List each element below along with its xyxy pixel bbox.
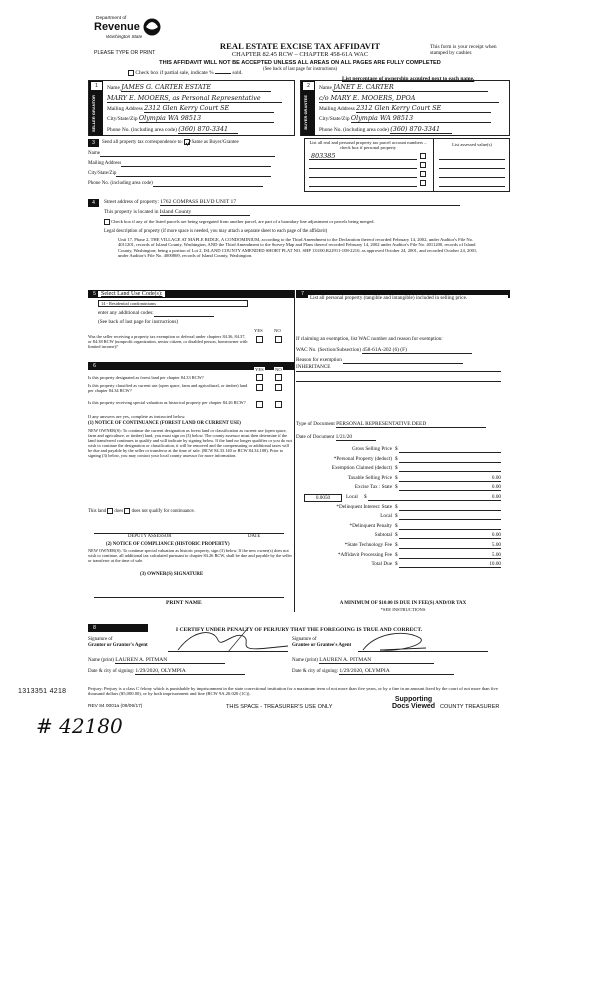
check-mark-icon (185, 140, 191, 146)
forest-no-checkbox[interactable] (275, 374, 282, 381)
see-back-note: (See back of last page for instructions) (262, 67, 338, 72)
yes-label-6: YES (255, 367, 264, 372)
corr-mailing-label: Mailing Address (88, 161, 122, 166)
reason-label: Reason for exemption (296, 357, 342, 363)
tax-row-label: *Delinquent Penalty (349, 522, 392, 529)
exemption-question: Was the seller receiving a property tax exemption or deferral under chapters 84.36, 84.37, or 84.38 RCW (nonprofit organization, senior citizen, or disabled person, homeowner with limited income)? (88, 334, 248, 349)
partial-sale-row (128, 70, 243, 76)
county[interactable]: Island County (160, 209, 250, 216)
deputy-date-label: DATE (248, 534, 261, 539)
buyer-side-label: BUYER GRANTEE (303, 95, 308, 130)
currency-symbol: $ (395, 503, 398, 510)
if-yes-note: If any answers are yes, complete as instructed below. (88, 414, 186, 419)
personal-property-checkbox-4[interactable] (420, 180, 426, 186)
parcel-table (304, 138, 510, 192)
corr-name[interactable] (100, 151, 275, 157)
buyer-mailing[interactable]: 2312 Glen Kerry Court SE (356, 104, 491, 113)
tax-row (296, 561, 510, 570)
tax-row-value[interactable] (399, 465, 501, 472)
legal-description[interactable]: Unit 17, Phase 2, THE VILLAGE AT MAPLE RIDGE, A CONDOMINIUM, according to the Third Amendment to the Declaration thereof recorded February 14, 2002, under Auditor's File No. 4011201, records of Island County, Washington, AND the Third Amendment to the Survey Map and Plans thereof recorded February 14, 2002 under Auditor's File No. 4011200, records of Island County, Washington; being a portion of Lot 2, ISLAND COUNTY AMENDED SHORT PLAT NO. SHP 133/00.R22911-108-2210, as approved October 24, 2001, and recorded October 24, 2001, under Auditor's File No. 4000869, records of Island County, Washington. (118, 237, 478, 259)
corr-mailing[interactable] (121, 161, 271, 167)
doc-date[interactable]: 1/21/20 (336, 434, 376, 441)
seller-mailing-label: Mailing Address (107, 106, 143, 112)
personal-property-checkbox-2[interactable] (420, 162, 426, 168)
this-land-label: This land (88, 509, 106, 515)
current-use-no-checkbox[interactable] (275, 384, 282, 391)
notice-compliance-text: NEW OWNER(S): To continue special valuation as historic property, sign (3) below. If the new owner(s) does not wish to continue, all additional tax calculated pursuant to chapter 84.26 RCW, shall be due and payable by the seller or transferor at the time of sale. (88, 548, 292, 564)
current-use-yes-checkbox[interactable] (256, 384, 263, 391)
land-use-section (88, 290, 294, 362)
form-title: REAL ESTATE EXCISE TAX AFFIDAVIT (219, 41, 381, 51)
notice-continuance-title: (1) NOTICE OF CONTINUANCE (FOREST LAND OR CURRENT USE) (88, 421, 241, 426)
seller-name-label: Name (107, 85, 120, 91)
exemption-no-checkbox[interactable] (275, 336, 282, 343)
grantor-date-city[interactable]: 1/29/2020, OLYMPIA (135, 668, 245, 675)
corr-phone-label: Phone No. (including area code) (88, 181, 153, 186)
seller-city-label: City/State/Zip (107, 116, 138, 122)
tax-row-value[interactable]: 5.00 (399, 542, 501, 549)
tax-row (296, 446, 510, 455)
state-name: Washington State (106, 34, 143, 39)
exemption-yes-checkbox[interactable] (256, 336, 263, 343)
grantee-name[interactable]: LAUREN A. PITMAN (319, 657, 434, 664)
currency-symbol: $ (395, 522, 398, 529)
supporting-docs-stamp (392, 697, 435, 710)
assessed-header: List assessed value(s) (452, 142, 492, 147)
personal-property-checkbox-1[interactable] (420, 153, 426, 159)
tax-row (296, 523, 510, 532)
grantee-date-city[interactable]: 1/29/2020, OLYMPIA (339, 668, 454, 675)
tax-row-label: Taxable Selling Price (347, 474, 392, 481)
currency-symbol: $ (395, 474, 398, 481)
segregated-note: Check box if any of the listed parcels are being segregated from another parcel, are part of a boundary line adjustment or parcels being merged. (111, 219, 375, 225)
grantee-signature[interactable] (360, 630, 430, 656)
local-tax-value[interactable]: 0.00 (368, 494, 501, 501)
currency-symbol: $ (395, 484, 398, 491)
historic-no-checkbox[interactable] (275, 401, 282, 408)
currency-symbol: $ (395, 465, 398, 472)
seller-section (88, 80, 295, 136)
owner-signature-label: (3) OWNER(S) SIGNATURE (140, 572, 204, 577)
partial-sale-label: Check box if partial sale, indicate % (135, 70, 214, 77)
list-pct-note: List percentage of ownership acquired next to each name. (342, 76, 475, 82)
corr-city-label: City/State/Zip (88, 171, 117, 176)
tax-row (296, 456, 510, 465)
historic-yes-checkbox[interactable] (256, 401, 263, 408)
tax-row-value[interactable]: 0.00 (399, 484, 501, 491)
tax-row-label: Gross Selling Price (351, 446, 392, 452)
no-label-6: NO (275, 367, 282, 372)
tax-row-label: Subtotal (374, 532, 392, 539)
local-rate-input[interactable]: 0.0050 (304, 494, 342, 502)
send-label: Send all property tax correspondence to: (102, 140, 183, 146)
buyer-name1[interactable]: JANET E. CARTER (333, 83, 488, 92)
tax-row-value[interactable]: 10.00 (399, 561, 501, 568)
handwritten-number: # 42180 (36, 714, 123, 738)
currency-symbol: $ (364, 494, 367, 500)
currency-symbol: $ (395, 532, 398, 539)
buyer-section (300, 80, 510, 136)
correspondence-section (88, 138, 510, 194)
corr-city[interactable] (116, 171, 271, 177)
section-number-8: 8 (89, 624, 100, 632)
grantor-date-label: Date & city of signing: (88, 669, 135, 674)
currency-symbol: $ (395, 446, 398, 452)
tax-row (296, 552, 510, 561)
does-not-checkbox[interactable] (124, 508, 130, 514)
exemption-reason[interactable]: INHERITANCE (296, 364, 331, 370)
print-name-line[interactable] (94, 597, 284, 598)
grantor-name[interactable]: LAUREN A. PITMAN (115, 657, 225, 664)
forest-yes-checkbox[interactable] (256, 374, 263, 381)
tax-row-value[interactable]: 0.00 (399, 475, 501, 482)
tax-row-label: Local (380, 513, 392, 520)
seller-phone-label: Phone No. (including area code) (107, 127, 177, 133)
additional-codes-input[interactable] (154, 310, 214, 317)
land-use-see-back: (See back of last page for instructions) (98, 319, 179, 325)
personal-property-checkbox-3[interactable] (420, 171, 426, 177)
tax-row-value[interactable]: 5.00 (399, 552, 501, 559)
perjury-statement: Perjury: Perjury is a class C felony which is punishable by imprisonment in the state correctional institution for a maximum term of not more than five years, or by a fine in an amount fixed by the court of not more than five thousand dollars ($5,000.00), or by both imprisonment and fine (RCW 9A.20.020 (1C)). (88, 686, 498, 697)
notice-continuance-text: NEW OWNER(S): To continue the current designation as forest land or classification as current use (open space, farm and agriculture, or timber) land, you must sign on (3) below. The county assessor must then determine if the land transferred continues to qualify and will indicate by signing below. If the land no longer qualifies or you do not wish to continue the designation or classification, it will be removed and the compensating or additional taxes will be due and payable by the seller or transferor at the time of sale. (RCW 84.33.140 or RCW 84.34.108). Prior to signing (3) below, you may contact your local county assessor for more information. (88, 428, 292, 459)
buyer-phone-label: Phone No. (including area code) (319, 127, 389, 133)
select-land-use-label: Select Land Use Code(s): (98, 291, 165, 297)
tax-row-value[interactable] (399, 523, 501, 530)
tax-row (296, 513, 510, 522)
type-print-note: PLEASE TYPE OR PRINT (94, 50, 156, 56)
tax-row-label: *State Technology Fee (344, 542, 392, 548)
buyer-city[interactable]: Olympia WA 98513 (351, 114, 491, 123)
currency-symbol: $ (395, 561, 398, 568)
no-label-5: NO (274, 328, 281, 333)
section-number-2: 2 (303, 82, 314, 90)
docs-viewed-text: Docs Viewed (392, 702, 436, 710)
grantee-sig-label2: Grantee or Grantee's Agent (292, 643, 352, 648)
yes-label-5: YES (254, 328, 263, 333)
supporting-text: Supporting (394, 696, 433, 703)
tax-row-label: *Delinquent Interest: State (336, 503, 392, 510)
tax-row (296, 504, 510, 513)
treasurer-use: THIS SPACE - TREASURER'S USE ONLY (226, 704, 333, 710)
doc-date-label: Date of Document (296, 434, 335, 440)
section-number-5: 5 (89, 290, 100, 298)
tax-row-label: Total Due (371, 561, 392, 568)
segregated-checkbox[interactable] (104, 219, 110, 225)
enter-codes-label: enter any additional codes: (98, 310, 154, 316)
tax-row (296, 475, 510, 484)
corr-phone[interactable] (153, 181, 263, 187)
wac-number[interactable]: 458-61A-202 (6) (F) (362, 347, 472, 354)
rev-number: REV 84 0001a (09/06/17) (88, 704, 143, 709)
seller-name2[interactable]: MARY E. MOOERS, as Personal Representative (107, 94, 282, 103)
tax-row-label: Excise Tax : State (354, 484, 392, 491)
partial-sale-checkbox[interactable] (128, 70, 134, 76)
buyer-name-label: Name (319, 85, 332, 91)
certify-statement: I CERTIFY UNDER PENALTY OF PERJURY THAT THE FOREGOING IS TRUE AND CORRECT. (175, 627, 423, 633)
seller-phone[interactable]: (360) 870-3341 (178, 125, 238, 134)
tax-row-label: *Personal Property (deduct) (333, 455, 392, 462)
form-warning: THIS AFFIDAVIT WILL NOT BE ACCEPTED UNLESS ALL AREAS ON ALL PAGES ARE FULLY COMPLETED (159, 60, 441, 66)
section-number-4: 4 (88, 199, 99, 207)
local-label: Local (346, 494, 358, 500)
does-not-label: does not qualify for continuance. (131, 509, 195, 515)
dept-line: Department of (96, 16, 127, 21)
located-label: This property is located in (104, 209, 159, 215)
print-name-label: PRINT NAME (166, 600, 202, 606)
minimum-note: A MINIMUM OF $10.00 IS DUE IN FEE(S) AND/OR TAX (339, 601, 467, 606)
parcel-number-1[interactable]: 803385 (311, 152, 336, 160)
section-number-7: 7 (297, 290, 308, 298)
currency-symbol: $ (395, 551, 398, 558)
tax-row-label: *Affidavit Processing Fee (337, 551, 392, 558)
tax-row-value[interactable]: 0.00 (399, 532, 501, 539)
tax-row (296, 542, 510, 551)
currency-symbol: $ (395, 542, 398, 548)
dept-name: Revenue (94, 21, 140, 33)
tax-row (296, 484, 510, 493)
tax-row-value[interactable] (399, 446, 501, 453)
street-address[interactable]: 1762 COMPASS BLVD UNIT 17 (160, 199, 460, 206)
seller-name1[interactable]: JAMES G. CARTER ESTATE (121, 83, 271, 92)
tax-row-value[interactable] (399, 504, 501, 511)
notice-compliance-title: (2) NOTICE OF COMPLIANCE (HISTORIC PROPERTY) (106, 542, 230, 547)
does-checkbox[interactable] (107, 508, 113, 514)
wac-label: WAC No. (Section/Subsection) (296, 347, 361, 353)
tax-row (296, 532, 510, 541)
buyer-name2[interactable]: c/o MARY E. MOOERS, DPOA (319, 94, 499, 103)
grantee-name-label: Name (print) (292, 658, 318, 663)
seller-side-label: SELLER GRANTOR (91, 95, 96, 133)
see-instructions: *SEE INSTRUCTIONS (380, 607, 426, 612)
section-number-3: 3 (88, 139, 99, 147)
personal-property-note: List all personal property (tangible and intangible) included in selling price. (308, 295, 508, 301)
certification-section (88, 624, 510, 694)
tax-row-value[interactable] (399, 513, 501, 520)
currency-symbol: $ (395, 513, 398, 520)
doc-type[interactable]: PERSONAL REPRESENTATIVE DEED (336, 421, 486, 428)
exemption-label: If claiming an exemption, list WAC number and reason for exemption: (296, 336, 443, 342)
buyer-phone[interactable]: (360) 870-3341 (390, 125, 452, 134)
grantor-sig-label2: Grantor or Grantor's Agent (88, 643, 148, 648)
deputy-assessor-label: DEPUTY ASSESSOR (128, 534, 172, 539)
tax-computation-section (296, 290, 510, 612)
historic-question: Is this property receiving special valuation as historical property per chapter 84.26 RCW? (88, 400, 246, 405)
receipt-note: This form is your receipt when stamped by cashier. (430, 44, 497, 56)
grantor-sig-label1: Signature of (88, 637, 113, 642)
grantor-name-label: Name (print) (88, 658, 114, 663)
partial-sale-sold: sold. (232, 70, 243, 77)
same-as-label: Same as Buyer/Grantee (191, 140, 239, 146)
tax-row-label: Exemption Claimed (deduct) (331, 465, 392, 472)
same-as-buyer-checkbox[interactable] (184, 139, 190, 145)
section-number-6: 6 (89, 362, 100, 370)
current-use-question: Is this property classified as current use (open space, farm and agricultural, or timber) land per chapter 84.34 RCW? (88, 383, 248, 393)
tax-row (296, 465, 510, 474)
grantee-date-label: Date & city of signing: (292, 669, 339, 674)
seller-city[interactable]: Olympia WA 98513 (139, 114, 274, 123)
parcel-header: List all real and personal property tax parcel account numbers – check box if personal property (309, 140, 427, 150)
doc-type-label: Type of Document (296, 421, 335, 427)
tax-row-value[interactable] (399, 456, 501, 463)
property-section (88, 197, 510, 285)
form-chapter: CHAPTER 82.45 RCW – CHAPTER 458-61A WAC (231, 51, 369, 58)
corr-name-label: Name (88, 151, 100, 156)
does-label: does (114, 509, 124, 515)
buyer-mailing-label: Mailing Address (319, 106, 355, 112)
land-use-select[interactable]: 14 - Residential condominiums (98, 300, 248, 307)
currency-symbol: $ (395, 455, 398, 462)
local-tax-row (296, 494, 510, 503)
designation-section (88, 362, 294, 612)
stamp-number: 1313351 4218 (18, 688, 67, 695)
grantee-sig-label1: Signature of (292, 637, 317, 642)
forest-question: Is this property designated as forest land per chapter 84.33 RCW? (88, 375, 204, 380)
seller-mailing[interactable]: 2312 Glen Kerry Court SE (144, 104, 274, 113)
county-treasurer: COUNTY TREASURER (440, 704, 500, 710)
legal-label: Legal description of property (if more space is needed, you may attach a separate sheet to each page of the affidavit) (104, 229, 328, 234)
buyer-city-label: City/State/Zip (319, 116, 350, 122)
street-label: Street address of property: (104, 199, 159, 205)
section-number-1: 1 (91, 82, 102, 90)
